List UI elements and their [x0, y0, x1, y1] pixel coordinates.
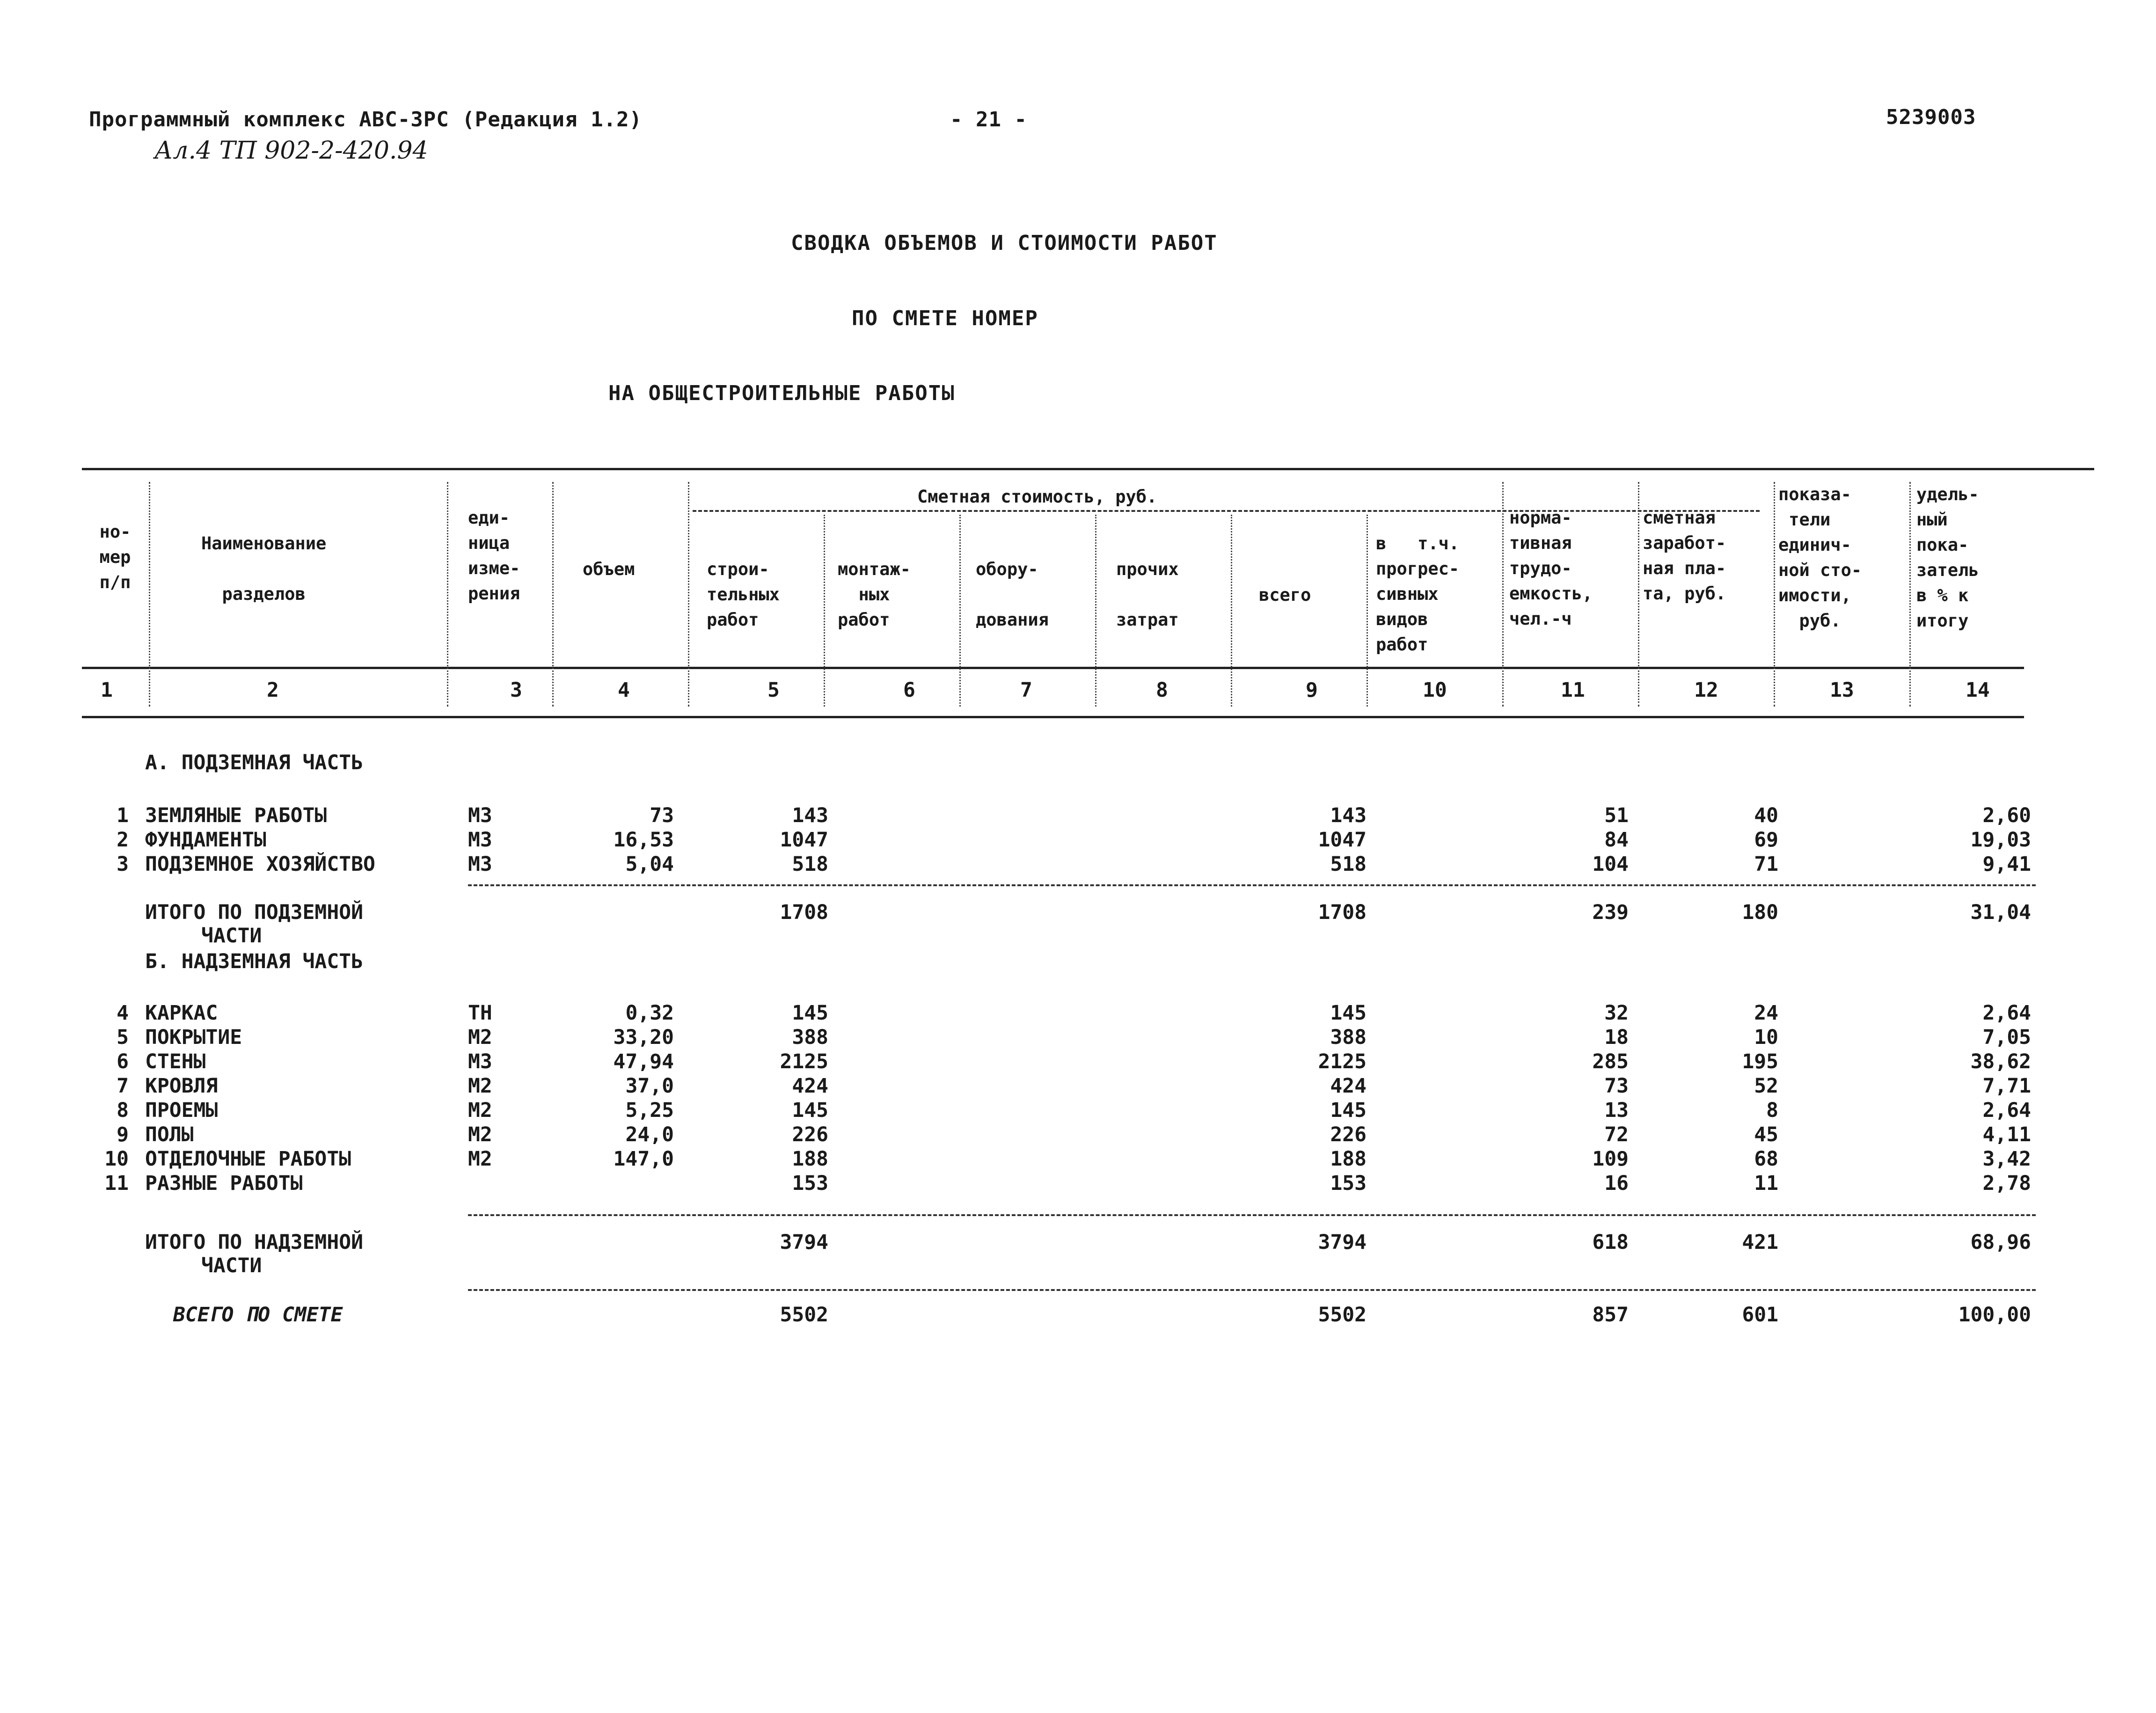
table-row [0, 1074, 2156, 1101]
header-name: Наименование разделов [201, 533, 327, 604]
subtotal-share: 68,96 [1970, 1231, 2031, 1254]
row-volume: 37,0 [625, 1074, 674, 1098]
row-number: 1 [117, 804, 129, 827]
row-labor: 13 [1604, 1099, 1629, 1122]
row-volume: 47,94 [613, 1050, 674, 1073]
col-sep [824, 515, 825, 707]
table-row [0, 1147, 2156, 1174]
subtotal-row-a [0, 901, 2156, 927]
colnum: 5 [767, 678, 780, 702]
header-share: удель- ный пока- затель в % к итогу [1916, 484, 1979, 631]
row-labor: 104 [1592, 853, 1629, 876]
colnum: 9 [1306, 678, 1318, 702]
row-unit: М3 [468, 853, 492, 876]
row-unit: М3 [468, 828, 492, 852]
subtotal-wages: 421 [1742, 1231, 1778, 1254]
colnum: 11 [1561, 678, 1585, 702]
colnum: 7 [1020, 678, 1032, 702]
row-number: 6 [117, 1050, 129, 1073]
section-b-title: Б. НАДЗЕМНАЯ ЧАСТЬ [145, 950, 363, 973]
col-sep [1909, 482, 1911, 707]
handwritten-reference: Ал.4 ТП 902-2-420.94 [154, 137, 428, 165]
row-number: 3 [117, 853, 129, 876]
col-sep [1367, 515, 1368, 707]
header-wages: сметная заработ- ная пла- та, руб. [1643, 508, 1726, 604]
row-unit: М3 [468, 804, 492, 827]
header-number: но- мер п/п [99, 522, 131, 592]
row-wages: 195 [1742, 1050, 1778, 1073]
col-sep [552, 482, 554, 707]
software-name: Программный комплекс АВС-ЗРС (Редакция 1.2) [89, 108, 643, 131]
row-share: 3,42 [1982, 1147, 2031, 1171]
col-sep [1095, 515, 1096, 707]
header-volume: объем [583, 559, 635, 579]
document-number: 5239003 [1886, 105, 1976, 129]
header-labor: норма- тивная трудо- емкость, чел.-ч [1509, 508, 1593, 629]
row-unit: М3 [468, 1050, 492, 1073]
title-works: НА ОБЩЕСТРОИТЕЛЬНЫЕ РАБОТЫ [608, 381, 955, 405]
row-volume: 5,04 [625, 853, 674, 876]
col-sep [1638, 482, 1639, 707]
row-name: ОТДЕЛОЧНЫЕ РАБОТЫ [145, 1147, 351, 1171]
subtotal-construction: 3794 [780, 1231, 828, 1254]
grand-total-wages: 601 [1742, 1303, 1778, 1327]
row-construction: 2125 [780, 1050, 828, 1073]
row-labor: 18 [1604, 1026, 1629, 1049]
row-share: 7,71 [1982, 1074, 2031, 1098]
header-construction: строи- тельных работ [707, 559, 780, 630]
row-volume: 73 [650, 804, 674, 827]
row-volume: 16,53 [613, 828, 674, 852]
row-labor: 51 [1604, 804, 1629, 827]
row-unit: М2 [468, 1147, 492, 1171]
row-volume: 0,32 [625, 1001, 674, 1025]
title-summary: СВОДКА ОБЪЕМОВ И СТОИМОСТИ РАБОТ [791, 231, 1218, 255]
row-construction: 145 [792, 1099, 828, 1122]
header-progressive: в т.ч. прогрес- сивных видов работ [1376, 533, 1460, 655]
subtotal-construction: 1708 [780, 901, 828, 924]
row-wages: 24 [1754, 1001, 1778, 1025]
row-number: 5 [117, 1026, 129, 1049]
table-row [0, 1172, 2156, 1198]
table-row [0, 1050, 2156, 1076]
row-share: 9,41 [1982, 853, 2031, 876]
row-unit: М2 [468, 1074, 492, 1098]
colnum: 14 [1966, 678, 1990, 702]
grand-total-total: 5502 [1318, 1303, 1367, 1327]
row-labor: 73 [1604, 1074, 1629, 1098]
row-construction: 518 [792, 853, 828, 876]
row-name: ПОКРЫТИЕ [145, 1026, 242, 1049]
row-volume: 147,0 [613, 1147, 674, 1171]
page-mark: - 21 - [950, 108, 1027, 131]
row-name: ФУНДАМЕНТЫ [145, 828, 266, 852]
row-construction: 1047 [780, 828, 828, 852]
subtotal-total: 3794 [1318, 1231, 1367, 1254]
row-total: 145 [1330, 1001, 1367, 1025]
row-total: 143 [1330, 804, 1367, 827]
grand-total-construction: 5502 [780, 1303, 828, 1327]
row-wages: 8 [1766, 1099, 1778, 1122]
row-wages: 45 [1754, 1123, 1778, 1146]
row-name: ЗЕМЛЯНЫЕ РАБОТЫ [145, 804, 327, 827]
row-volume: 24,0 [625, 1123, 674, 1146]
row-unit: М2 [468, 1099, 492, 1122]
table-top-rule [82, 468, 2094, 470]
row-total: 424 [1330, 1074, 1367, 1098]
subtotal-labor: 239 [1592, 901, 1629, 924]
row-share: 2,78 [1982, 1172, 2031, 1195]
subtotal-label: ИТОГО ПО НАДЗЕМНОЙ [145, 1231, 363, 1254]
row-name: СТЕНЫ [145, 1050, 206, 1073]
table-row [0, 853, 2156, 879]
header-equipment: обору- дования [976, 559, 1049, 630]
row-share: 4,11 [1982, 1123, 2031, 1146]
header-unit: еди- ница изме- рения [468, 508, 520, 604]
row-construction: 153 [792, 1172, 828, 1195]
col-sep [959, 515, 961, 707]
table-row [0, 1099, 2156, 1125]
row-number: 10 [104, 1147, 129, 1171]
colnum: 10 [1423, 678, 1447, 702]
title-estimate: ПО СМЕТЕ НОМЕР [852, 306, 1038, 330]
row-construction: 226 [792, 1123, 828, 1146]
row-construction: 145 [792, 1001, 828, 1025]
row-labor: 109 [1592, 1147, 1629, 1171]
header-bottom-rule [82, 667, 2024, 669]
col-sep [447, 482, 448, 707]
row-construction: 143 [792, 804, 828, 827]
row-name: ПРОЕМЫ [145, 1099, 218, 1122]
row-total: 1047 [1318, 828, 1367, 852]
colnum-bottom-rule [82, 716, 2024, 718]
row-wages: 10 [1754, 1026, 1778, 1049]
row-total: 153 [1330, 1172, 1367, 1195]
row-wages: 69 [1754, 828, 1778, 852]
row-share: 2,60 [1982, 804, 2031, 827]
row-construction: 388 [792, 1026, 828, 1049]
row-number: 4 [117, 1001, 129, 1025]
row-labor: 285 [1592, 1050, 1629, 1073]
row-total: 188 [1330, 1147, 1367, 1171]
subtotal-label-cont: ЧАСТИ [201, 924, 262, 948]
group-header-rule [693, 510, 1760, 512]
subtotal-label: ИТОГО ПО ПОДЗЕМНОЙ [145, 901, 363, 924]
subtotal-total: 1708 [1318, 901, 1367, 924]
row-volume: 5,25 [625, 1099, 674, 1122]
row-total: 388 [1330, 1026, 1367, 1049]
colnum: 2 [267, 678, 279, 702]
row-construction: 188 [792, 1147, 828, 1171]
row-name: РАЗНЫЕ РАБОТЫ [145, 1172, 303, 1195]
subtotal-label-cont: ЧАСТИ [201, 1254, 262, 1277]
row-share: 7,05 [1982, 1026, 2031, 1049]
colnum: 8 [1156, 678, 1168, 702]
grand-total-share: 100,00 [1958, 1303, 2031, 1327]
row-unit: ТН [468, 1001, 492, 1025]
header-unit-cost: показа- тели единич- ной сто- имости, руб. [1778, 484, 1862, 631]
row-construction: 424 [792, 1074, 828, 1098]
row-total: 518 [1330, 853, 1367, 876]
subtotal-share: 31,04 [1970, 901, 2031, 924]
grand-total-labor: 857 [1592, 1303, 1629, 1327]
header-installation: монтаж- ных работ [838, 559, 911, 630]
table-row [0, 828, 2156, 854]
row-number: 8 [117, 1099, 129, 1122]
row-labor: 32 [1604, 1001, 1629, 1025]
grand-total-label: ВСЕГО ПО СМЕТЕ [173, 1303, 343, 1327]
row-total: 2125 [1318, 1050, 1367, 1073]
row-name: ПОЛЫ [145, 1123, 194, 1146]
row-total: 226 [1330, 1123, 1367, 1146]
table-row [0, 804, 2156, 830]
table-row [0, 1026, 2156, 1052]
row-wages: 71 [1754, 853, 1778, 876]
row-name: КРОВЛЯ [145, 1074, 218, 1098]
subtotal-wages: 180 [1742, 901, 1778, 924]
row-share: 19,03 [1970, 828, 2031, 852]
row-volume: 33,20 [613, 1026, 674, 1049]
col-sep [1774, 482, 1775, 707]
row-unit: М2 [468, 1123, 492, 1146]
grand-total-row [0, 1303, 2156, 1329]
colnum: 3 [510, 678, 522, 702]
col-sep [1231, 515, 1232, 707]
row-wages: 68 [1754, 1147, 1778, 1171]
subtotal-labor: 618 [1592, 1231, 1629, 1254]
row-share: 38,62 [1970, 1050, 2031, 1073]
header-total: всего [1259, 585, 1311, 605]
row-wages: 52 [1754, 1074, 1778, 1098]
table-row [0, 1123, 2156, 1149]
row-unit: М2 [468, 1026, 492, 1049]
row-name: КАРКАС [145, 1001, 218, 1025]
section-a-title: А. ПОДЗЕМНАЯ ЧАСТЬ [145, 751, 363, 774]
row-labor: 72 [1604, 1123, 1629, 1146]
row-labor: 16 [1604, 1172, 1629, 1195]
colnum: 6 [903, 678, 915, 702]
header-other: прочих затрат [1116, 559, 1179, 630]
row-name: ПОДЗЕМНОЕ ХОЗЯЙСТВО [145, 853, 375, 876]
row-number: 11 [104, 1172, 129, 1195]
row-share: 2,64 [1982, 1001, 2031, 1025]
subtotal-row-b [0, 1231, 2156, 1257]
col-sep [149, 482, 150, 707]
row-labor: 84 [1604, 828, 1629, 852]
row-number: 7 [117, 1074, 129, 1098]
row-wages: 11 [1754, 1172, 1778, 1195]
table-row [0, 1001, 2156, 1028]
row-number: 9 [117, 1123, 129, 1146]
row-total: 145 [1330, 1099, 1367, 1122]
colnum: 1 [101, 678, 113, 702]
colnum: 4 [618, 678, 630, 702]
col-sep [688, 482, 689, 707]
grand-total-rule [468, 1289, 2036, 1291]
subtotal-a-rule [468, 884, 2036, 886]
row-share: 2,64 [1982, 1099, 2031, 1122]
colnum: 12 [1694, 678, 1718, 702]
row-wages: 40 [1754, 804, 1778, 827]
colnum: 13 [1830, 678, 1854, 702]
header-cost-group: Сметная стоимость, руб. [917, 487, 1157, 507]
row-number: 2 [117, 828, 129, 852]
subtotal-b-rule [468, 1214, 2036, 1216]
col-sep [1502, 482, 1504, 707]
